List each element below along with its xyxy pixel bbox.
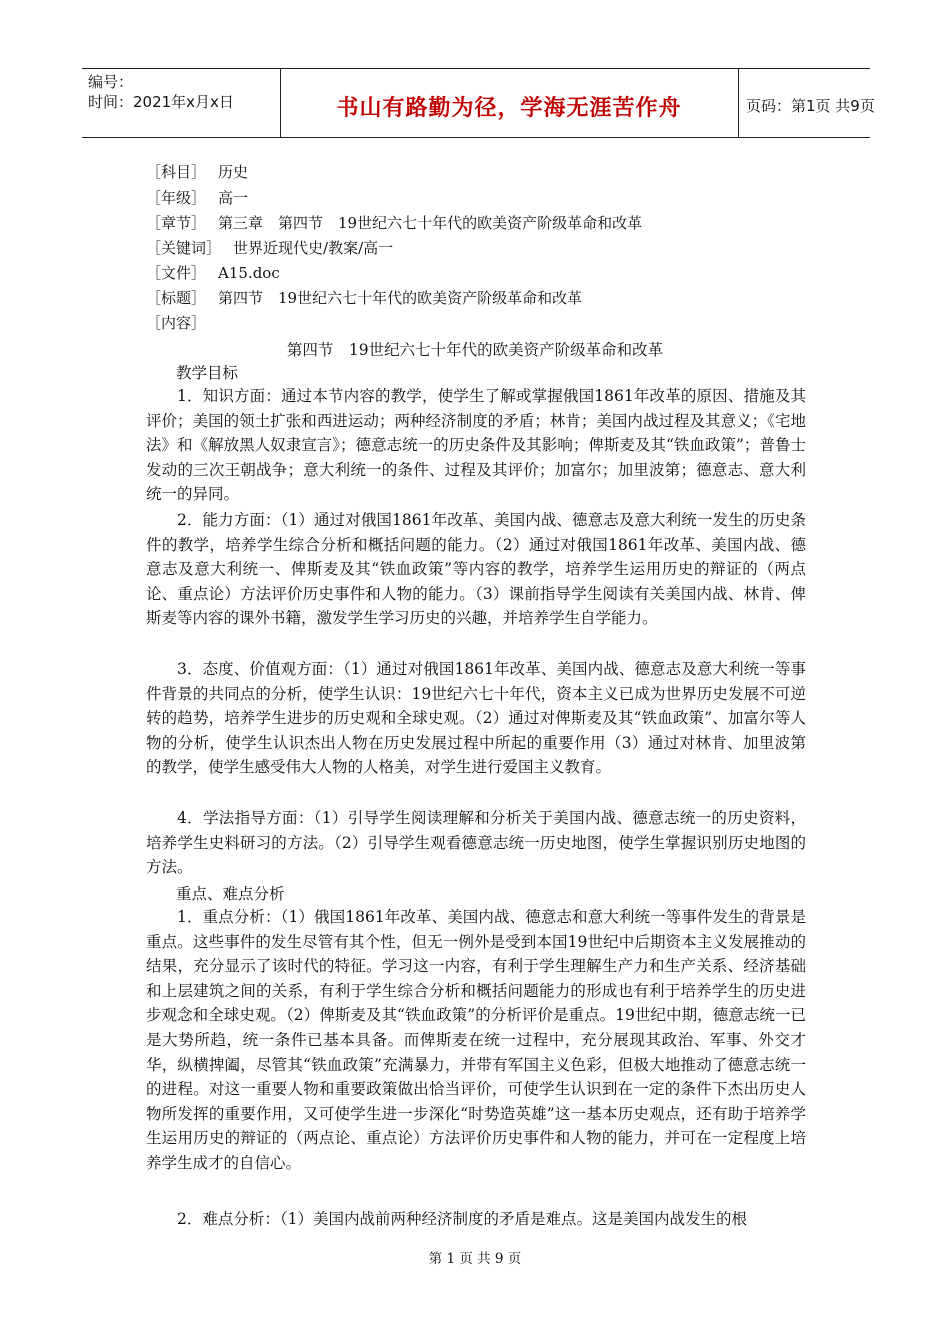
meta-subject: [146, 161, 248, 182]
meta-key: ［章节］: [146, 214, 207, 232]
meta-value: 第四节 19世纪六七十年代的欧美资产阶级革命和改革: [218, 289, 583, 307]
paragraph-difficulty-analysis: 2．难点分析：（1）美国内战前两种经济制度的矛盾是难点。这是美国内战发生的根: [177, 1210, 747, 1228]
meta-content: [146, 312, 218, 333]
meta-grade: [146, 187, 248, 208]
meta-value: A15.doc: [218, 264, 280, 282]
page-footer: 第 1 页 共 9 页: [428, 1251, 522, 1267]
meta-heading: [146, 287, 582, 308]
meta-key: ［内容］: [146, 314, 207, 332]
document-date-label: 时间：2021年x月x日: [88, 93, 234, 111]
section-heading-objectives: 教学目标: [176, 364, 239, 382]
meta-value: 第三章 第四节 19世纪六七十年代的欧美资产阶级革命和改革: [218, 214, 643, 232]
meta-value: 历史: [218, 163, 249, 181]
paragraph-ability: 2．能力方面：（1）通过对俄国1861年改革、美国内战、德意志及意大利统一发生的历史条件的教学，培养学生综合分析和概括问题的能力。（2）通过对俄国1861年改革、美国内战、德意志及意大利统一、俾斯麦及其“铁血政策”等内容的教学，培养学生运用历史的辩证的（两点论、重点论）方法评价历史事件和人物的能力。（3）课前指导学生阅读有关美国内战、林肯、俾斯麦等内容的课外书籍，激发学生学习历史的兴趣，并培养学生自学能力。: [146, 511, 806, 628]
document-header: [82, 68, 875, 138]
document-number-label: 编号：: [88, 73, 134, 91]
paragraph-method: 4．学法指导方面：（1）引导学生阅读理解和分析关于美国内战、德意志统一的历史资料，培养学生史料研习的方法。（2）引导学生观看德意志统一历史地图，使学生掌握识别历史地图的方法。: [146, 809, 806, 877]
meta-key: ［年级］: [146, 189, 207, 207]
meta-key: ［关键词］: [146, 239, 222, 257]
section-heading-key-points: 重点、难点分析: [176, 885, 285, 903]
motto-text: 书山有路勤为径，学海无涯苦作舟: [336, 96, 682, 121]
lesson-title: 第四节 19世纪六七十年代的欧美资产阶级革命和改革: [286, 341, 664, 359]
meta-file: [146, 262, 280, 283]
meta-value: 高一: [218, 189, 249, 207]
meta-key: ［标题］: [146, 289, 207, 307]
paragraph-knowledge: 1．知识方面：通过本节内容的教学，使学生了解或掌握俄国1861年改革的原因、措施及其评价；美国的领土扩张和西进运动；两种经济制度的矛盾；林肯；美国内战过程及其意义；《宅地法》和《解放黑人奴隶宣言》；德意志统一的历史条件及其影响；俾斯麦及其“铁血政策”；普鲁士发动的三次王朝战争；意大利统一的条件、过程及其评价；加富尔；加里波第；德意志、意大利统一的异同。: [146, 387, 806, 504]
header-info-cell: [82, 69, 281, 137]
meta-keywords: [146, 237, 393, 258]
page-number-label: 页码：第1页 共9页: [746, 97, 875, 115]
meta-chapter: [146, 212, 642, 233]
header-motto-cell: [280, 69, 739, 137]
header-page-cell: [738, 69, 875, 137]
meta-key: ［文件］: [146, 264, 207, 282]
paragraph-key-point-analysis: 1．重点分析：（1）俄国1861年改革、美国内战、德意志和意大利统一等事件发生的背景是重点。这些事件的发生尽管有其个性，但无一例外是受到本国19世纪中后期资本主义发展推动的结果，充分显示了该时代的特征。学习这一内容，有利于学生理解生产力和生产关系、经济基础和上层建筑之间的关系，有利于学生综合分析和概括问题能力的形成也有利于培养学生的历史进步观念和全球史观。（2）俾斯麦及其“铁血政策”的分析评价是重点。19世纪中期，德意志统一已是大势所趋，统一条件已基本具备。而俾斯麦在统一过程中，充分展现其政治、军事、外交才华，纵横捭阖，尽管其“铁血政策”充满暴力，并带有军国主义色彩，但极大地推动了德意志统一的进程。对这一重要人物和重要政策做出恰当评价，可使学生认识到在一定的条件下杰出历史人物所发挥的重要作用，又可使学生进一步深化“时势造英雄”这一基本历史观点，还有助于培养学生运用历史的辩证的（两点论、重点论）方法评价历史事件和人物的能力，并可在一定程度上培养学生成才的自信心。: [146, 908, 806, 1172]
meta-value: 世界近现代史/教案/高一: [233, 239, 394, 257]
paragraph-attitude: 3．态度、价值观方面：（1）通过对俄国1861年改革、美国内战、德意志及意大利统一等事件背景的共同点的分析，使学生认识：19世纪六七十年代，资本主义已成为世界历史发展不可逆转的趋势，培养学生进步的历史观和全球史观。（2）通过对俾斯麦及其“铁血政策”、加富尔等人物的分析，使学生认识杰出人物在历史发展过程中所起的重要作用（3）通过对林肯、加里波第的教学，使学生感受伟大人物的人格美，对学生进行爱国主义教育。: [146, 660, 806, 777]
meta-key: ［科目］: [146, 163, 207, 181]
